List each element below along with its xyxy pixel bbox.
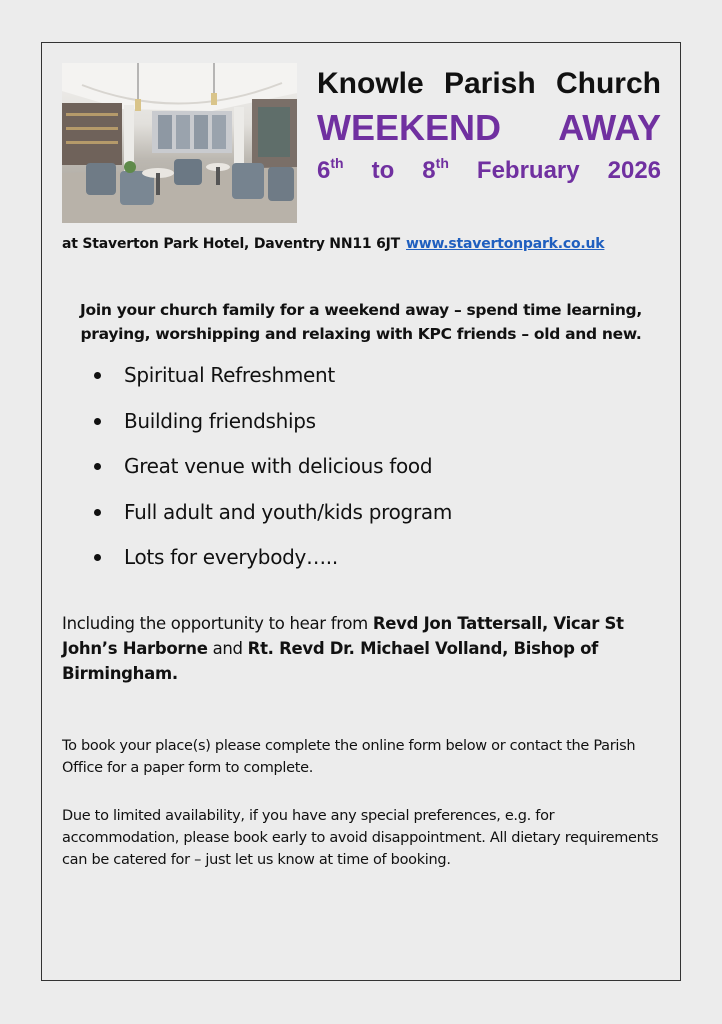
- availability-paragraph: Due to limited availability, if you have any special preferences, e.g. for accommodation, please book early to avoid disappointment. All dietary requirements can be catered for – just let us know at time of booking.: [62, 808, 659, 868]
- venue-line: [62, 235, 604, 253]
- title-block: [317, 66, 661, 186]
- list-item-text: Building friendships: [124, 408, 316, 433]
- list-item: [62, 362, 660, 408]
- list-item: [62, 499, 660, 545]
- speakers-joiner: and: [212, 639, 243, 658]
- bullet-icon: [94, 372, 101, 379]
- date-year: 2026: [607, 157, 662, 184]
- bullet-icon: [94, 509, 101, 516]
- date-end: [422, 157, 449, 184]
- church-name: Knowle Parish Church: [317, 67, 661, 100]
- event-title: [317, 106, 661, 150]
- date-end-day: 8: [422, 157, 436, 184]
- list-item: [62, 408, 660, 454]
- booking-paragraph: To book your place(s) please complete the online form below or contact the Parish Office for a paper form to complete.: [62, 738, 636, 776]
- bullet-icon: [94, 554, 101, 561]
- highlights-list: [62, 362, 660, 590]
- venue-address: at Staverton Park Hotel, Daventry NN11 6JT: [62, 236, 400, 252]
- list-item-text: Lots for everybody…..: [124, 545, 338, 569]
- event-title-word-2: AWAY: [558, 107, 661, 148]
- speakers-paragraph: [62, 611, 660, 686]
- list-item: [62, 453, 660, 499]
- list-item-text: Great venue with delicious food: [124, 454, 433, 478]
- speakers-lead: Including the opportunity to hear from: [62, 614, 368, 633]
- speaker-1: Revd Jon Tattersall, Vicar St John’s Harborne: [62, 614, 624, 658]
- list-item: [62, 544, 660, 590]
- date-start-day: 6: [317, 157, 331, 184]
- date-end-suffix: th: [435, 155, 449, 171]
- bullet-icon: [94, 463, 101, 470]
- hotel-lounge-photo: [62, 63, 297, 223]
- date-start-suffix: th: [330, 155, 344, 171]
- venue-website-link[interactable]: www.stavertonpark.co.uk: [406, 236, 605, 252]
- intro-text: Join your church family for a weekend away – spend time learning, praying, worshipping and relaxing with KPC friends – old and new.: [80, 301, 642, 343]
- list-item-text: Spiritual Refreshment: [124, 363, 335, 387]
- date-to: to: [371, 157, 395, 184]
- bullet-icon: [94, 418, 101, 425]
- list-item-text: Full adult and youth/kids program: [124, 499, 453, 524]
- hotel-lounge-illustration: [62, 63, 297, 223]
- event-dates: [317, 156, 661, 186]
- date-start: [317, 157, 344, 184]
- date-month: February: [476, 157, 580, 184]
- event-title-word-1: WEEKEND: [317, 107, 502, 148]
- speaker-2: Rt. Revd Dr. Michael Volland, Bishop of Birmingham.: [62, 639, 599, 683]
